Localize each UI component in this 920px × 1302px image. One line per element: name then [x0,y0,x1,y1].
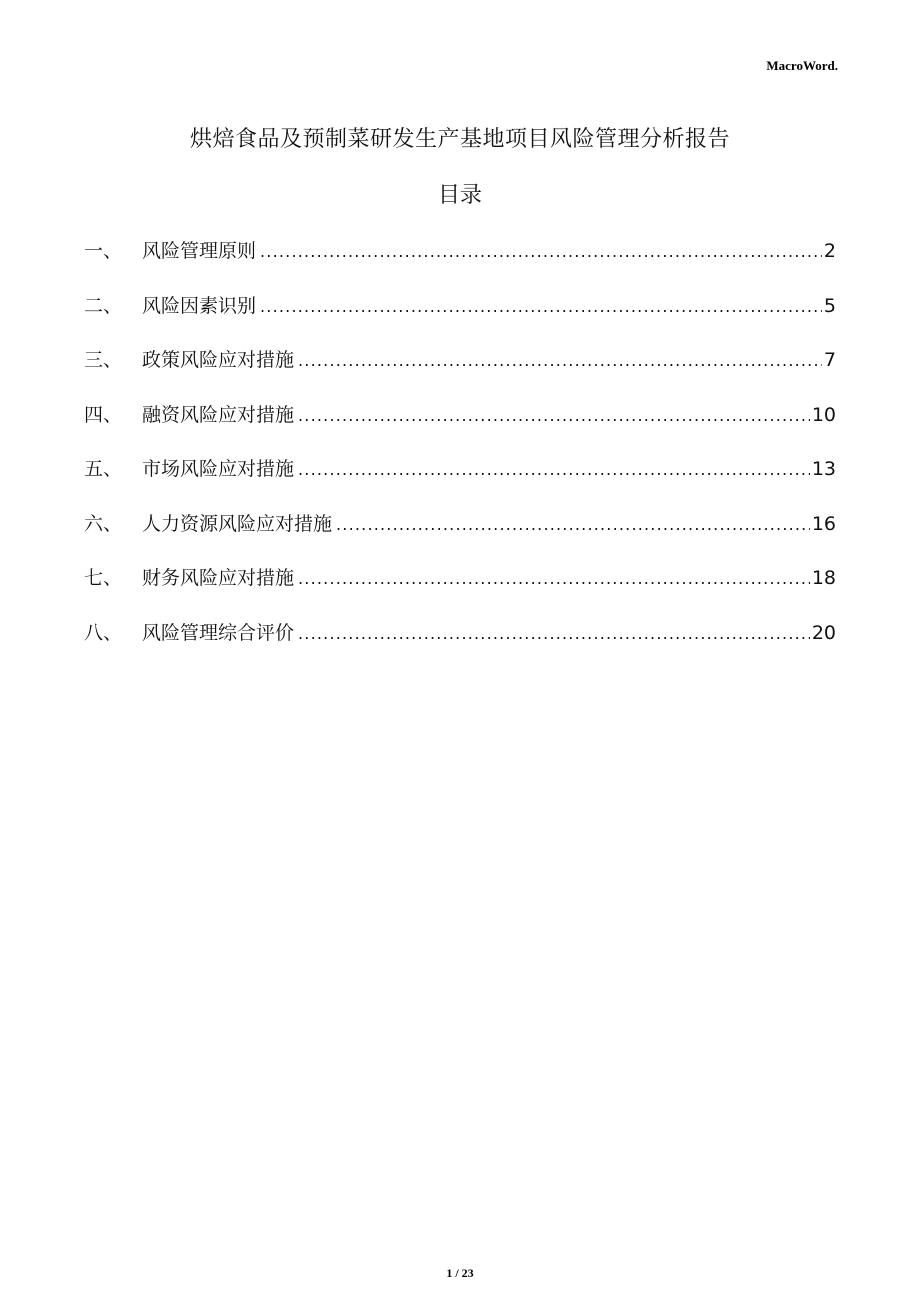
toc-entry-number: 四、 [84,403,123,426]
toc-entry-number: 五、 [84,458,123,480]
toc-entry-title[interactable]: 融资风险应对措施 [142,403,295,426]
toc-dot-leader [336,509,810,541]
toc-entry[interactable] [84,344,836,399]
toc-entry-page[interactable]: 18 [811,567,836,589]
toc-entry[interactable] [84,290,836,345]
toc-entry-page[interactable]: 20 [811,621,836,644]
toc-dot-leader [298,400,810,432]
toc-dot-leader [260,236,822,268]
page-number-footer: 1 / 23 [446,1266,474,1280]
toc-entry-number: 八、 [84,621,123,644]
toc-entry-page[interactable]: 2 [823,240,836,262]
toc-entry[interactable] [84,399,836,454]
toc-entry-number: 六、 [84,512,123,535]
toc-entry-title[interactable]: 市场风险应对措施 [142,458,295,480]
toc-entry-number: 二、 [84,294,123,317]
toc-entry-page[interactable]: 13 [811,458,836,480]
toc-dot-leader [298,618,810,650]
document-title: 烘焙食品及预制菜研发生产基地项目风险管理分析报告 [189,127,730,152]
toc-entry-number: 三、 [84,349,123,371]
toc-entry[interactable] [84,562,836,617]
toc-entry-title[interactable]: 风险管理原则 [142,240,257,262]
toc-entry-title[interactable]: 风险管理综合评价 [142,621,295,644]
toc-dot-leader [298,563,810,595]
toc-dot-leader [298,454,810,486]
toc-entry-number: 一、 [84,240,123,262]
toc-entry-page[interactable]: 10 [811,403,836,426]
toc-dot-leader [298,345,822,377]
toc-entry-page[interactable]: 16 [811,512,836,535]
toc-entry[interactable] [84,617,836,672]
header-brand: MacroWord. [766,58,838,73]
toc-entry[interactable] [84,235,836,290]
toc-entry-title[interactable]: 人力资源风险应对措施 [142,512,333,535]
toc-entry-number: 七、 [84,567,123,589]
toc-dot-leader [260,291,822,323]
table-of-contents [84,235,836,671]
toc-entry-page[interactable]: 5 [823,294,836,317]
toc-entry-title[interactable]: 财务风险应对措施 [142,567,295,589]
toc-entry[interactable] [84,453,836,508]
toc-entry[interactable] [84,508,836,563]
toc-entry-page[interactable]: 7 [823,349,836,371]
toc-entry-title[interactable]: 政策风险应对措施 [142,349,295,371]
toc-entry-title[interactable]: 风险因素识别 [142,294,257,317]
toc-heading: 目录 [437,183,482,208]
